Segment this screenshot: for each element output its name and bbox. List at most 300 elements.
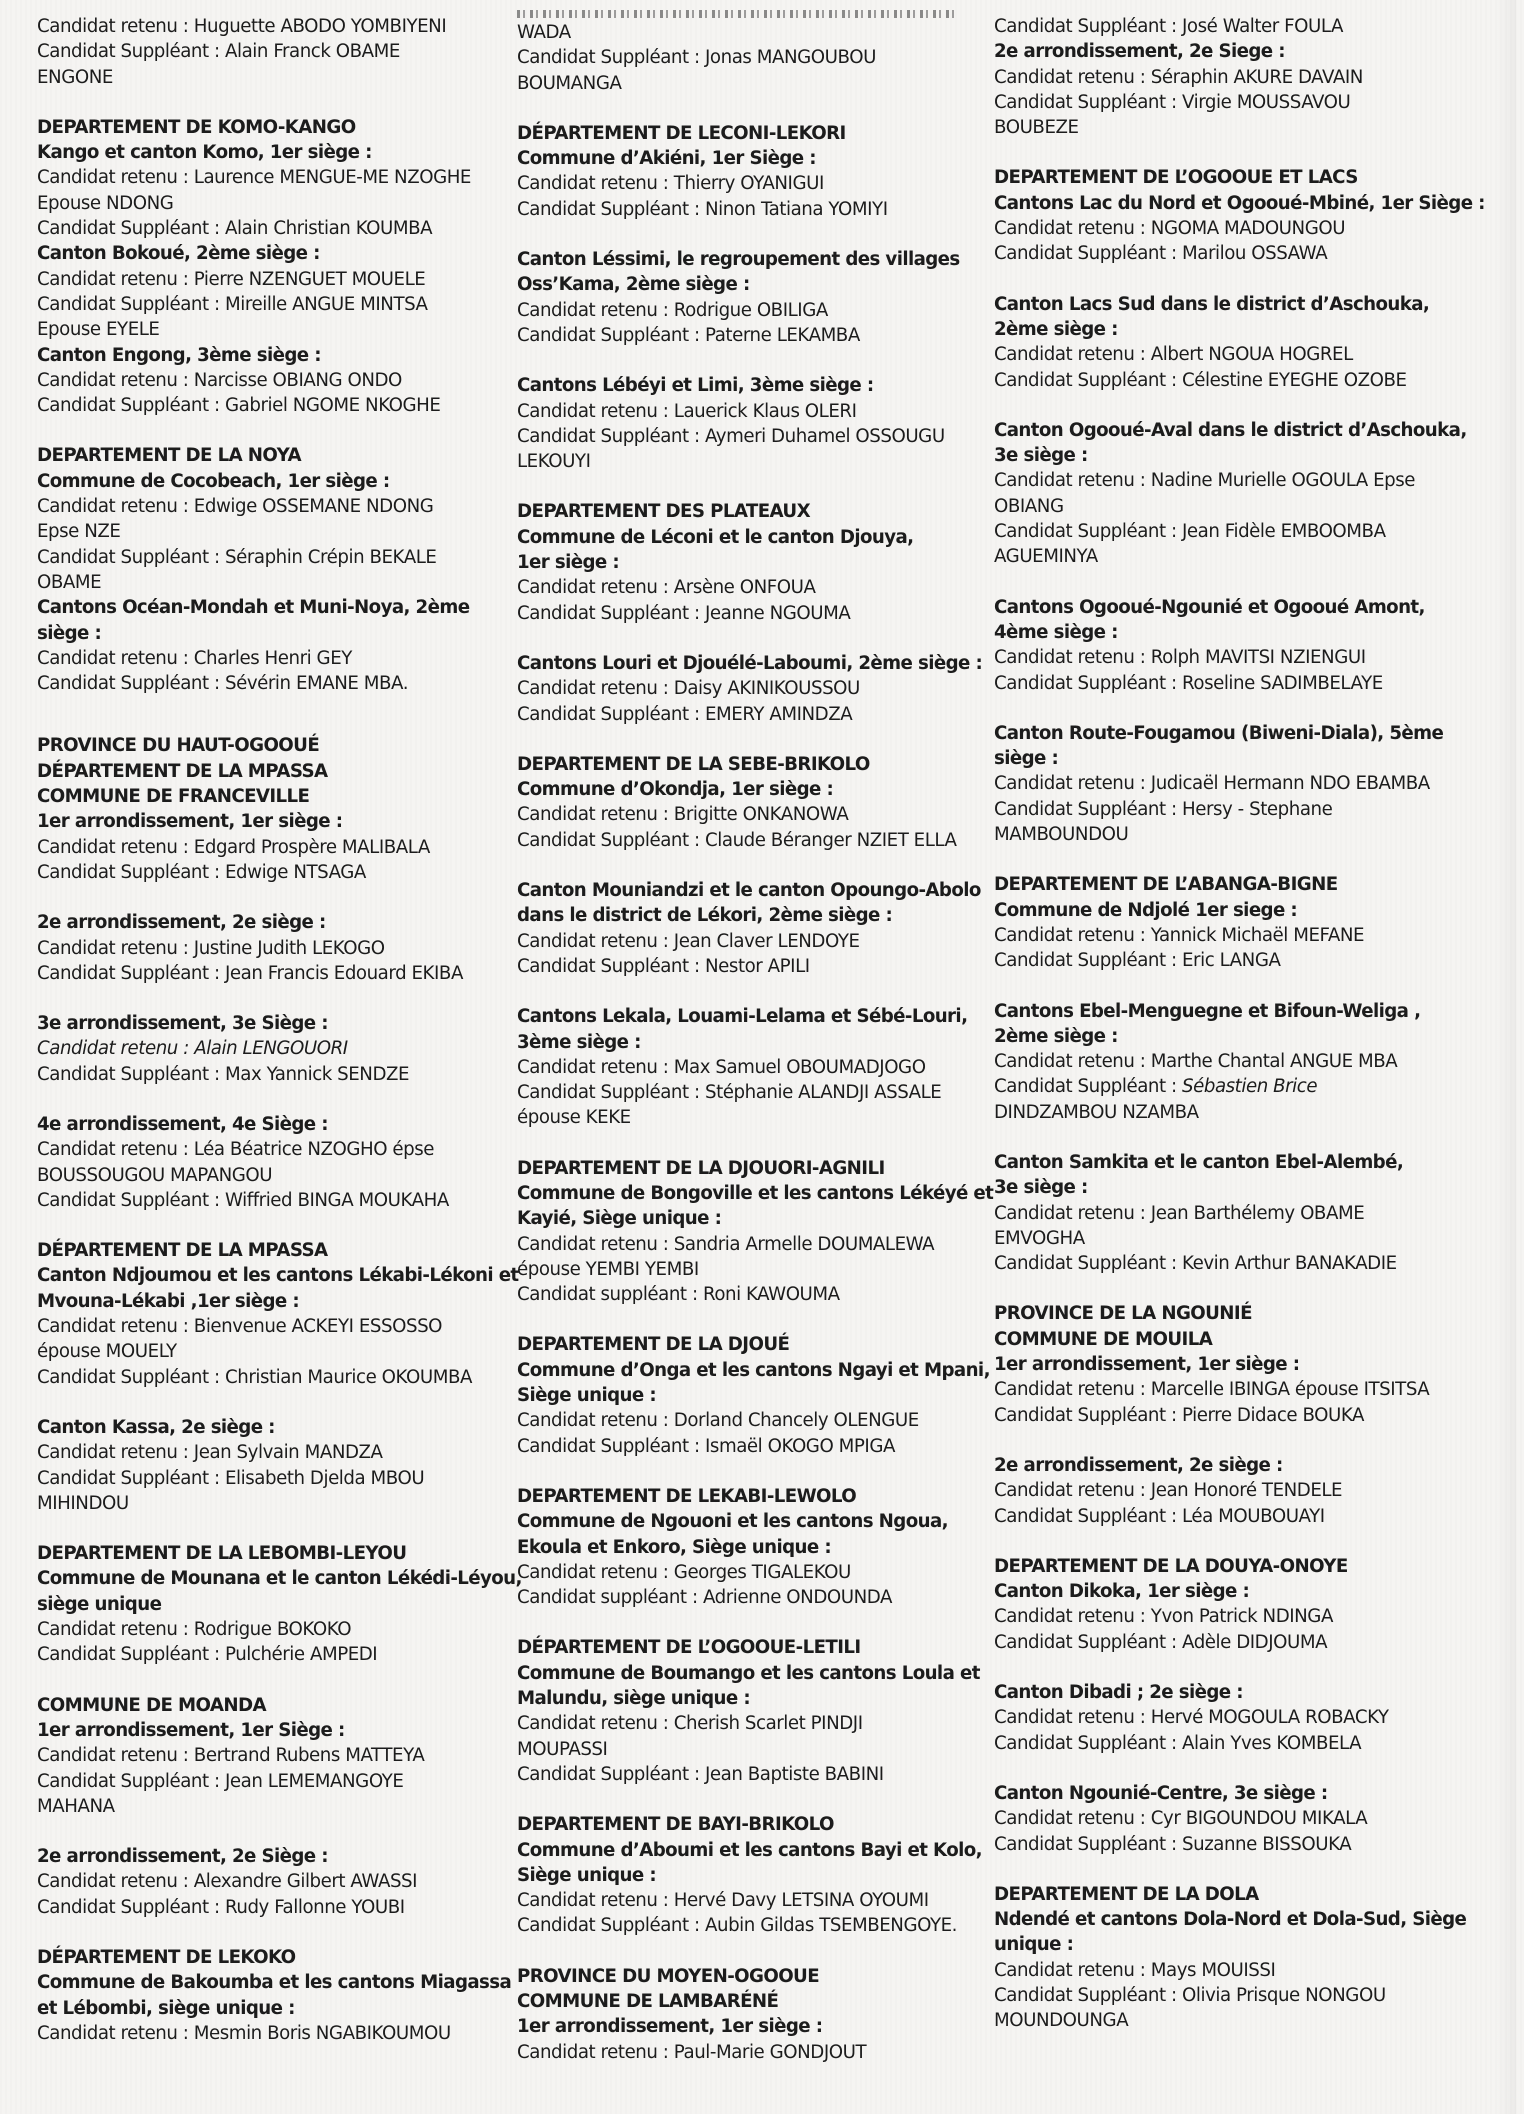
line-text: Commune d’Akiéni, 1er Siège : xyxy=(517,148,816,170)
candidate-retained xyxy=(37,2021,507,2046)
column-2 xyxy=(517,14,994,2065)
line-text: Candidat Suppléant : Ninon Tatiana YOMIYI xyxy=(517,198,888,220)
section-heading xyxy=(994,872,1494,897)
line-text: DEPARTEMENT DE LA DOLA xyxy=(994,1883,1259,1905)
seat-title xyxy=(517,2014,987,2039)
seat-title xyxy=(517,1383,987,1408)
candidate-substitute xyxy=(37,1895,507,1920)
line-text: Candidat Suppléant : Alain Yves KOMBELA xyxy=(994,1732,1362,1754)
candidate-substitute xyxy=(517,828,987,853)
section-heading xyxy=(517,499,987,524)
line-text: Candidat retenu : Jean Honoré TENDELE xyxy=(994,1480,1343,1502)
text-line xyxy=(994,544,1494,569)
line-text: 4ème siège : xyxy=(994,621,1118,643)
line-text: Commune de Bongoville et les cantons Lékéyé et xyxy=(517,1182,994,1204)
section-heading xyxy=(517,1964,987,1989)
candidate-retained xyxy=(37,646,507,671)
line-text: DEPARTEMENT DE L’ABANGA-BIGNE xyxy=(994,874,1338,896)
section-heading xyxy=(517,1812,987,1837)
section-heading xyxy=(517,121,987,146)
line-text: Candidat Suppléant : José Walter FOULA xyxy=(994,16,1343,37)
line-text: Candidat Suppléant : Adèle DIDJOUMA xyxy=(994,1631,1328,1653)
seat-title xyxy=(994,620,1494,645)
line-text: BOUMANGA xyxy=(517,72,622,94)
candidate-substitute xyxy=(37,393,507,418)
torn-header-remnant xyxy=(517,10,957,18)
line-text: Candidat Suppléant : Edwige NTSAGA xyxy=(37,861,366,883)
candidate-substitute xyxy=(37,1062,507,1087)
candidate-retained xyxy=(37,835,507,860)
seat-title xyxy=(517,1004,987,1029)
candidate-retained xyxy=(994,645,1494,670)
text-line xyxy=(37,570,507,595)
line-text: Siège unique : xyxy=(517,1385,656,1407)
line-text: DÉPARTEMENT DE LA MPASSA xyxy=(37,760,328,782)
line-text: BOUBEZE xyxy=(994,117,1079,139)
spacer xyxy=(517,1787,987,1812)
line-text: épouse KEKE xyxy=(517,1107,631,1129)
seat-title xyxy=(994,418,1494,443)
text-line xyxy=(517,71,987,96)
line-text: Candidat Suppléant : Wiffried BINGA MOUKAHA xyxy=(37,1189,449,1211)
candidate-substitute xyxy=(37,860,507,885)
seat-title xyxy=(994,1150,1494,1175)
line-text: 3e siège : xyxy=(994,1177,1088,1199)
column-3 xyxy=(994,14,1494,2034)
line-text: siège unique xyxy=(37,1593,162,1615)
spacer xyxy=(994,847,1494,872)
candidate-retained xyxy=(994,216,1494,241)
line-text: Siège unique : xyxy=(517,1864,656,1886)
line-text: Candidat retenu : Albert NGOUA HOGREL xyxy=(994,344,1353,366)
line-text: MOUPASSI xyxy=(517,1738,608,1760)
spacer xyxy=(37,1516,507,1541)
seat-title xyxy=(37,1970,512,1995)
line-text: Candidat retenu : Rodrigue OBILIGA xyxy=(517,299,828,321)
candidate-substitute xyxy=(994,519,1494,544)
line-text: Oss’Kama, 2ème siège : xyxy=(517,274,750,296)
line-text: Epouse NDONG xyxy=(37,192,174,214)
candidate-retained xyxy=(994,923,1494,948)
line-text: DÉPARTEMENT DE LEKOKO xyxy=(37,1947,296,1968)
line-text: Candidat Suppléant : Max Yannick SENDZE xyxy=(37,1063,410,1085)
candidate-substitute xyxy=(994,1251,1494,1276)
section-heading xyxy=(994,165,1494,190)
line-text: Commune de Bakoumba et les cantons Miagassa xyxy=(37,1972,512,1994)
line-text: Candidat retenu : Marthe Chantal ANGUE MBA xyxy=(994,1051,1398,1073)
line-text: siège : xyxy=(994,748,1059,770)
spacer xyxy=(37,1390,507,1415)
spacer xyxy=(994,1756,1494,1781)
candidate-retained xyxy=(994,1604,1494,1629)
candidate-substitute xyxy=(37,1365,507,1390)
line-text: PROVINCE DU MOYEN-OGOOUE xyxy=(517,1965,820,1987)
candidate-retained xyxy=(994,342,1494,367)
line-text: 1er arrondissement, 1er siège : xyxy=(37,811,343,833)
candidate-retained xyxy=(517,1232,987,1257)
candidate-retained xyxy=(994,1705,1494,1730)
line-text: Kango et canton Komo, 1er siège : xyxy=(37,142,372,164)
text-line xyxy=(37,519,507,544)
spacer xyxy=(517,222,987,247)
line-text: DEPARTEMENT DE LA DJOUORI-AGNILI xyxy=(517,1157,885,1179)
candidate-substitute xyxy=(517,702,987,727)
candidate-retained xyxy=(517,1888,987,1913)
seat-title xyxy=(37,809,507,834)
line-text: Candidat Suppléant : Jonas MANGOUBOU xyxy=(517,47,876,69)
line-text: dans le district de Lékori, 2ème siège : xyxy=(517,905,893,927)
line-text: MAHANA xyxy=(37,1795,115,1817)
candidate-retained xyxy=(37,1440,507,1465)
seat-title xyxy=(37,1263,519,1288)
spacer xyxy=(994,1857,1494,1882)
line-text: Cantons Océan-Mondah et Muni-Noya, 2ème xyxy=(37,597,470,619)
seat-title xyxy=(994,746,1494,771)
spacer xyxy=(994,267,1494,292)
line-text: épouse YEMBI YEMBI xyxy=(517,1258,699,1280)
section-heading xyxy=(994,1882,1494,1907)
candidate-substitute xyxy=(37,292,507,317)
line-text: Commune d’Aboumi et les cantons Bayi et Kolo, xyxy=(517,1839,982,1861)
line-text: 3ème siège : xyxy=(517,1031,641,1053)
line-text: Candidat retenu : Yvon Patrick NDINGA xyxy=(994,1606,1333,1628)
line-text: Canton Ogooué-Aval dans le district d’Aschouka, xyxy=(994,419,1467,441)
line-text: Candidat retenu : Séraphin AKURE DAVAIN xyxy=(994,66,1363,88)
line-text: DEPARTEMENT DE BAYI-BRIKOLO xyxy=(517,1814,834,1836)
seat-title xyxy=(994,292,1494,317)
section-heading xyxy=(37,1541,507,1566)
line-text: LEKOUYI xyxy=(517,451,591,473)
spacer xyxy=(37,885,507,910)
seat-title xyxy=(994,39,1494,64)
line-text: Candidat Suppléant : Alain Franck OBAME xyxy=(37,41,400,63)
spacer xyxy=(517,1131,987,1156)
seat-title xyxy=(517,1181,994,1206)
candidate-retained xyxy=(517,575,987,600)
seat-title xyxy=(37,1592,507,1617)
spacer xyxy=(37,1920,507,1945)
line-text: Candidat retenu : Pierre NZENGUET MOUELE xyxy=(37,268,426,290)
line-text: 1er siège : xyxy=(517,552,620,574)
spacer xyxy=(994,974,1494,999)
candidate-retained xyxy=(517,1408,987,1433)
line-text: Candidat Suppléant : Virgie MOUSSAVOU xyxy=(994,91,1351,113)
line-text: Candidat Suppléant : Jean LEMEMANGOYE xyxy=(37,1770,404,1792)
line-text: PROVINCE DE LA NGOUNIÉ xyxy=(994,1303,1252,1325)
seat-title xyxy=(517,247,987,272)
candidate-substitute xyxy=(994,1403,1494,1428)
line-text: 3e arrondissement, 3e Siège : xyxy=(37,1013,328,1035)
line-text: Cantons Lac du Nord et Ogooué-Mbiné, 1er Siège : xyxy=(994,192,1485,214)
section-heading xyxy=(37,1693,507,1718)
seat-title xyxy=(994,721,1494,746)
line-text: Candidat retenu : Bienvenue ACKEYI ESSOSSO xyxy=(37,1316,443,1338)
seat-title xyxy=(37,621,507,646)
line-text: Candidat retenu : Huguette ABODO YOMBIYENI xyxy=(37,16,447,37)
line-text: Candidat retenu : Cherish Scarlet PINDJI xyxy=(517,1713,863,1735)
line-text: Candidat retenu : Daisy AKINIKOUSSOU xyxy=(517,678,860,700)
line-text: Cantons Lekala, Louami-Lelama et Sébé-Louri, xyxy=(517,1006,968,1028)
line-text: Commune de Cocobeach, 1er siège : xyxy=(37,470,390,492)
section-heading xyxy=(994,1301,1494,1326)
candidate-retained xyxy=(37,14,507,39)
candidate-retained xyxy=(994,65,1494,90)
seat-title xyxy=(994,1352,1494,1377)
line-text: Candidat retenu : Léa Béatrice NZOGHO épse xyxy=(37,1139,435,1161)
candidate-retained xyxy=(517,171,987,196)
line-text: DEPARTEMENT DES PLATEAUX xyxy=(517,501,811,523)
section-heading xyxy=(994,1554,1494,1579)
line-text: Mvouna-Lékabi ,1er siège : xyxy=(37,1290,299,1312)
column-1 xyxy=(37,14,522,2046)
line-text: Candidat Suppléant : Nestor APILI xyxy=(517,955,810,977)
line-text: Canton Kassa, 2e siège : xyxy=(37,1416,275,1438)
line-text: Cantons Louri et Djouélé-Laboumi, 2ème siège : xyxy=(517,652,983,674)
text-line xyxy=(994,1100,1494,1125)
spacer xyxy=(994,1125,1494,1150)
line-text: Candidat Suppléant : Jean Fidèle EMBOOMBA xyxy=(994,521,1386,543)
line-text: épouse MOUELY xyxy=(37,1341,177,1363)
line-text: Candidat Suppléant : Jeanne NGOUMA xyxy=(517,602,851,624)
section-heading xyxy=(37,733,507,758)
seat-title xyxy=(517,525,987,550)
line-text: DEPARTEMENT DE LEKABI-LEWOLO xyxy=(517,1485,857,1507)
spacer xyxy=(37,721,507,733)
section-heading xyxy=(517,752,987,777)
spacer xyxy=(994,570,1494,595)
line-text: Candidat Suppléant : Alain Christian KOUMBA xyxy=(37,218,433,240)
line-text: Candidat Suppléant : Aymeri Duhamel OSSOUGU xyxy=(517,425,945,447)
candidate-substitute xyxy=(517,1282,987,1307)
line-text: Candidat retenu : Bertrand Rubens MATTEYA xyxy=(37,1745,425,1767)
spacer xyxy=(517,348,987,373)
line-text: DÉPARTEMENT DE L’OGOOUE-LETILI xyxy=(517,1637,861,1659)
line-text: Candidat retenu : Cyr BIGOUNDOU MIKALA xyxy=(994,1808,1368,1830)
spacer xyxy=(994,696,1494,721)
text-line xyxy=(37,1163,507,1188)
line-text: Epse NZE xyxy=(37,521,121,543)
line-text: Candidat retenu : Max Samuel OBOUMADJOGO xyxy=(517,1056,926,1078)
spacer xyxy=(37,90,507,115)
candidate-retained xyxy=(517,2040,987,2065)
line-text: Candidat Suppléant : Ismaël OKOGO MPIGA xyxy=(517,1435,895,1457)
candidate-substitute xyxy=(994,241,1494,266)
spacer xyxy=(37,986,507,1011)
line-text: DEPARTEMENT DE LA NOYA xyxy=(37,445,301,467)
line-text: MAMBOUNDOU xyxy=(994,824,1129,846)
candidate-retained xyxy=(994,1049,1494,1074)
candidate-substitute xyxy=(994,14,1494,39)
line-text: 2e arrondissement, 2e Siege : xyxy=(994,41,1285,63)
candidate-substitute xyxy=(994,90,1494,115)
spacer xyxy=(37,1087,507,1112)
text-line xyxy=(517,1737,987,1762)
line-text: PROVINCE DU HAUT-OGOOUÉ xyxy=(37,735,320,757)
line-text: Candidat Suppléant : Paterne LEKAMBA xyxy=(517,324,860,346)
seat-title xyxy=(517,1030,987,1055)
text-line xyxy=(37,191,507,216)
spacer xyxy=(517,474,987,499)
text-line xyxy=(517,1105,987,1130)
line-text: COMMUNE DE LAMBARÉNÉ xyxy=(517,1991,779,2012)
candidate-substitute xyxy=(994,1504,1494,1529)
text-line xyxy=(994,494,1494,519)
spacer xyxy=(994,393,1494,418)
candidate-retained xyxy=(37,1036,507,1061)
text-line xyxy=(517,20,987,45)
line-text: Kayié, Siège unique : xyxy=(517,1208,722,1230)
line-text: 3e siège : xyxy=(994,445,1088,467)
text-line xyxy=(994,1226,1494,1251)
line-text: Canton Dibadi ; 2e siège : xyxy=(994,1682,1243,1704)
line-text: Commune de Léconi et le canton Djouya, xyxy=(517,526,914,548)
candidate-substitute xyxy=(517,954,987,979)
spacer xyxy=(37,418,507,443)
line-text: 2ème siège : xyxy=(994,1025,1118,1047)
line-text: Canton Dikoka, 1er siège : xyxy=(994,1581,1250,1603)
line-text: Candidat retenu : Mays MOUISSI xyxy=(994,1959,1276,1981)
spacer xyxy=(517,1610,987,1635)
candidate-retained xyxy=(37,165,507,190)
line-text: Candidat Suppléant : Roseline SADIMBELAYE xyxy=(994,672,1383,694)
seat-title xyxy=(517,272,987,297)
seat-title xyxy=(37,1844,507,1869)
line-text: ENGONE xyxy=(37,66,113,88)
seat-title xyxy=(994,1024,1494,1049)
line-text: Candidat retenu : Sandria Armelle DOUMALEWA xyxy=(517,1233,935,1255)
line-text: Candidat retenu : Nadine Murielle OGOULA Epse xyxy=(994,470,1416,492)
spacer xyxy=(37,1819,507,1844)
candidate-substitute xyxy=(37,1466,507,1491)
candidate-substitute xyxy=(994,1731,1494,1756)
text-line xyxy=(37,1794,507,1819)
candidate-substitute xyxy=(517,1913,987,1938)
seat-title xyxy=(994,1680,1494,1705)
seat-title xyxy=(994,595,1494,620)
seat-title xyxy=(517,1206,987,1231)
line-text: Candidat Suppléant : Pulchérie AMPEDI xyxy=(37,1644,378,1666)
seat-title xyxy=(994,191,1494,216)
line-text: Candidat Suppléant : Mireille ANGUE MINTSA xyxy=(37,293,428,315)
section-heading xyxy=(37,784,507,809)
seat-title xyxy=(37,1415,507,1440)
line-text: DEPARTEMENT DE LA LEBOMBI-LEYOU xyxy=(37,1543,407,1565)
line-text: DEPARTEMENT DE LA SEBE-BRIKOLO xyxy=(517,753,870,775)
line-text: OBIANG xyxy=(994,495,1064,517)
candidate-substitute xyxy=(517,45,987,70)
line-text: Candidat suppléant : Adrienne ONDOUNDA xyxy=(517,1587,892,1609)
line-text: COMMUNE DE MOUILA xyxy=(994,1328,1213,1350)
text-line xyxy=(517,449,987,474)
line-text: Ndendé et cantons Dola-Nord et Dola-Sud, Siège xyxy=(994,1909,1467,1931)
candidate-retained xyxy=(37,1869,507,1894)
candidate-substitute xyxy=(517,601,987,626)
line-text: BOUSSOUGOU MAPANGOU xyxy=(37,1164,273,1186)
seat-title xyxy=(517,373,987,398)
candidate-retained xyxy=(37,1617,507,1642)
line-text: Canton Ndjoumou et les cantons Lékabi-Lékoni et xyxy=(37,1265,519,1287)
candidate-substitute xyxy=(517,1585,987,1610)
spacer xyxy=(994,1428,1494,1453)
line-text: Candidat retenu : Alexandre Gilbert AWASSI xyxy=(37,1871,418,1893)
seat-title xyxy=(994,443,1494,468)
line-text: 4e arrondissement, 4e Siège : xyxy=(37,1113,328,1135)
candidate-retained xyxy=(517,802,987,827)
seat-title xyxy=(994,317,1494,342)
seat-title xyxy=(994,1579,1494,1604)
line-text: DEPARTEMENT DE LA DOUYA-ONOYE xyxy=(994,1555,1348,1577)
candidate-substitute xyxy=(37,671,507,696)
line-text: Candidat retenu : Justine Judith LEKOGO xyxy=(37,937,385,959)
text-line xyxy=(37,317,507,342)
line-text: Commune de Ndjolé 1er siege : xyxy=(994,899,1298,921)
spacer xyxy=(994,1529,1494,1554)
candidate-retained xyxy=(517,1055,987,1080)
line-text: Candidat Suppléant : Jean Baptiste BABINI xyxy=(517,1763,884,1785)
spacer xyxy=(37,1668,507,1693)
candidate-retained xyxy=(994,1201,1494,1226)
candidate-substitute xyxy=(517,1762,987,1787)
line-text: Candidat Suppléant : Rudy Fallonne YOUBI xyxy=(37,1896,405,1918)
candidate-retained xyxy=(994,1377,1494,1402)
candidate-retained xyxy=(994,1958,1494,1983)
candidate-retained xyxy=(37,936,507,961)
candidate-substitute xyxy=(37,1188,507,1213)
section-heading xyxy=(994,1327,1494,1352)
seat-title xyxy=(517,1535,987,1560)
candidate-retained xyxy=(994,1806,1494,1831)
candidate-retained xyxy=(37,267,507,292)
candidate-substitute xyxy=(37,216,507,241)
line-text: Candidat Suppléant : Gabriel NGOME NKOGHE xyxy=(37,395,441,417)
line-text: Canton Engong, 3ème siège : xyxy=(37,344,321,366)
seat-title xyxy=(37,1996,507,2021)
section-heading xyxy=(517,1484,987,1509)
line-text: DEPARTEMENT DE KOMO-KANGO xyxy=(37,116,356,138)
spacer xyxy=(994,1655,1494,1680)
line-text: Malundu, siège unique : xyxy=(517,1688,751,1710)
spacer xyxy=(994,1276,1494,1301)
line-text: 1er arrondissement, 1er siège : xyxy=(517,2016,823,2038)
line-text: Candidat retenu : Jean Claver LENDOYE xyxy=(517,930,860,952)
line-text: Candidat retenu : Judicaël Hermann NDO EBAMBA xyxy=(994,773,1430,795)
line-text: 2e arrondissement, 2e siège : xyxy=(994,1454,1283,1476)
line-text: Cantons Ebel-Menguegne et Bifoun-Weliga , xyxy=(994,1000,1421,1022)
line-text: 2ème siège : xyxy=(994,318,1118,340)
line-text: Candidat Suppléant : Claude Béranger NZIET ELLA xyxy=(517,829,957,851)
line-text: Candidat retenu : NGOMA MADOUNGOU xyxy=(994,218,1346,240)
seat-title xyxy=(517,1358,990,1383)
candidate-substitute xyxy=(517,424,987,449)
line-text: Canton Route-Fougamou (Biweni-Diala), 5ème xyxy=(994,722,1444,744)
seat-title xyxy=(517,1686,987,1711)
spacer xyxy=(517,979,987,1004)
seat-title xyxy=(517,550,987,575)
candidate-substitute xyxy=(37,961,507,986)
line-text: Canton Lacs Sud dans le district d’Aschouka, xyxy=(994,293,1430,315)
line-text: Candidat Suppléant : Célestine EYEGHE OZOBE xyxy=(994,369,1407,391)
line-text: Candidat retenu : Rodrigue BOKOKO xyxy=(37,1619,352,1641)
line-text: Commune d’Onga et les cantons Ngayi et Mpani, xyxy=(517,1359,990,1381)
line-text: DÉPARTEMENT DE LECONI-LEKORI xyxy=(517,122,846,144)
text-line xyxy=(37,1339,507,1364)
seat-title xyxy=(994,1453,1494,1478)
line-text: 1er arrondissement, 1er Siège : xyxy=(37,1719,345,1741)
section-heading xyxy=(517,1635,987,1660)
line-text: Candidat retenu : Jean Barthélemy OBAME xyxy=(994,1202,1365,1224)
line-text: Candidat Suppléant : Christian Maurice OKOUMBA xyxy=(37,1366,472,1388)
line-text: Candidat Suppléant : Suzanne BISSOUKA xyxy=(994,1833,1352,1855)
